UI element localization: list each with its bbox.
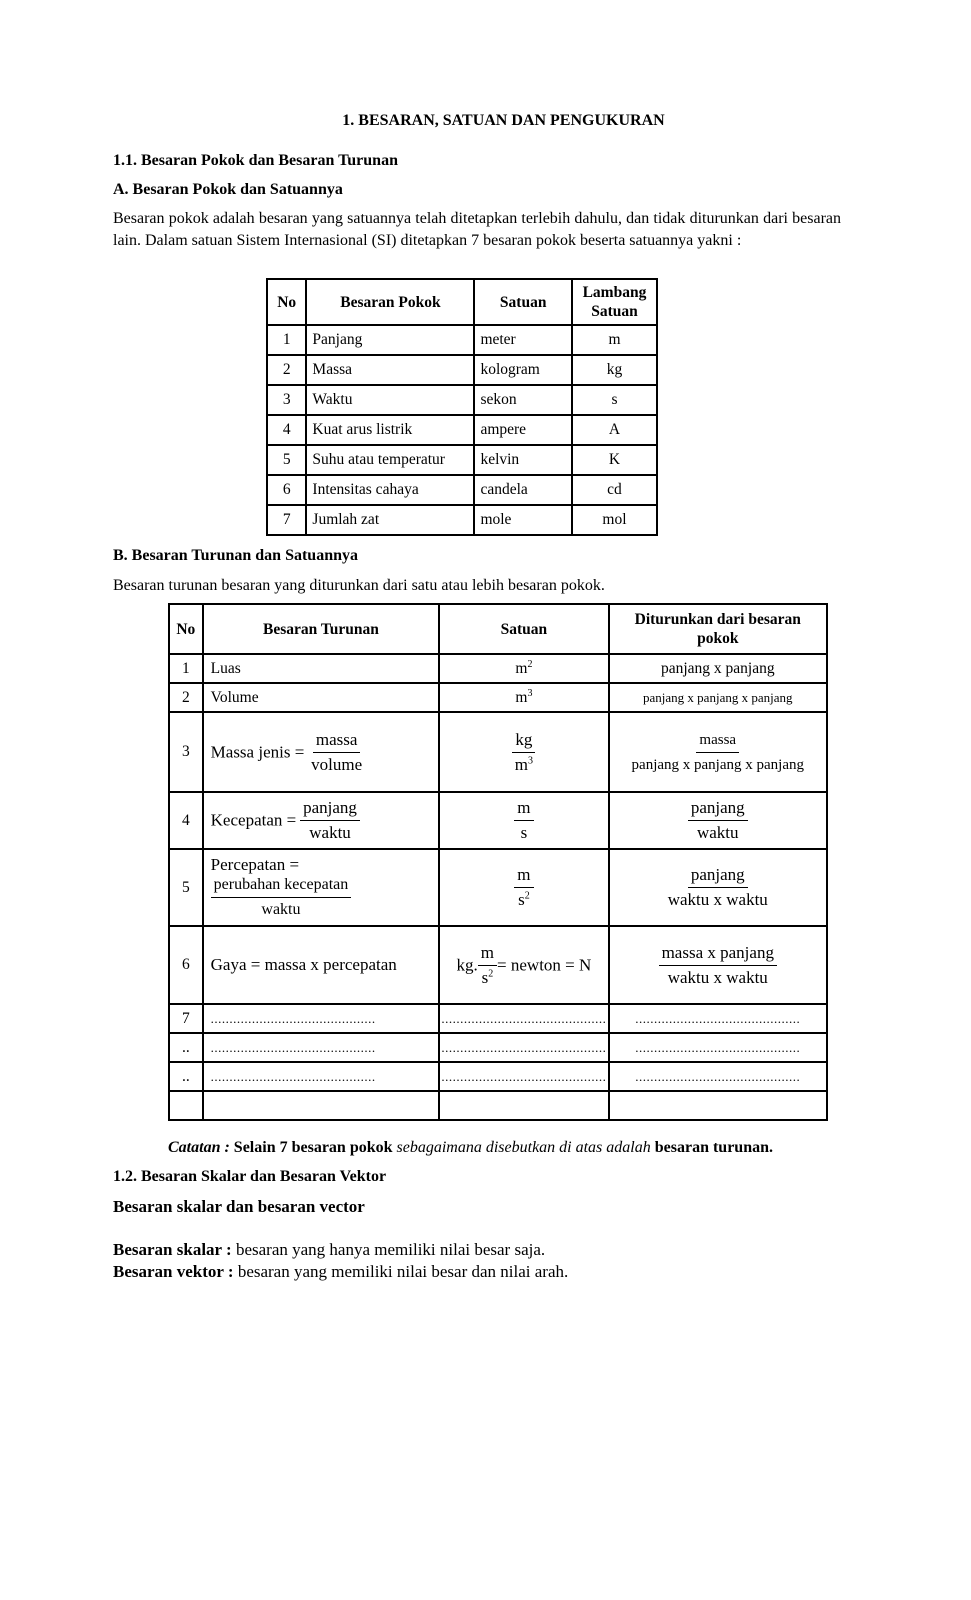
- fraction-numerator: panjang: [688, 865, 748, 888]
- unit-exponent: 2: [488, 967, 494, 979]
- fraction-denominator: [515, 888, 533, 910]
- cell-satuan: [439, 654, 608, 683]
- cell-placeholder-dots: ............................................: [609, 1062, 827, 1091]
- cell-diturunkan: panjang x panjang x panjang: [609, 683, 827, 712]
- note-bold-1: Selain 7 besaran pokok: [229, 1139, 393, 1156]
- cell-no: 2: [169, 683, 203, 712]
- fraction-denominator: waktu x waktu: [667, 890, 768, 909]
- cell-placeholder-dots: ............................................: [203, 1004, 440, 1033]
- header-no: No: [169, 604, 203, 654]
- cell-lambang: m: [572, 325, 657, 355]
- paragraph-besaran-pokok: Besaran pokok adalah besaran yang satuannya telah ditetapkan terlebih dahulu, dan tidak diturunkan dari besaran lain. Dalam satuan Sistem Internasional (SI) ditetapkan 7 besaran pokok beserta satuannya yakni :: [113, 210, 841, 249]
- cell-satuan: sekon: [474, 385, 572, 415]
- table-header-row: [267, 279, 657, 325]
- cell-no: ..: [169, 1033, 203, 1062]
- vektor-text: besaran yang memiliki nilai besar dan nilai arah.: [233, 1262, 569, 1281]
- heading-skalar-vektor: Besaran skalar dan besaran vector: [113, 1197, 365, 1216]
- cell-satuan: candela: [474, 475, 572, 505]
- fraction-denominator: volume: [311, 754, 363, 774]
- fraction-denominator: waktu: [696, 823, 739, 842]
- cell-besaran: [203, 792, 440, 849]
- cell-satuan: mole: [474, 505, 572, 535]
- chapter-title: 1. BESARAN, SATUAN DAN PENGUKURAN: [342, 112, 665, 129]
- skalar-text: besaran yang hanya memiliki nilai besar saja.: [231, 1240, 546, 1259]
- note-lead: Catatan :: [168, 1139, 230, 1156]
- cell-satuan: [439, 792, 608, 849]
- cell-placeholder-dots: ............................................: [439, 1062, 608, 1091]
- skalar-label: Besaran skalar :: [113, 1240, 232, 1259]
- cell-placeholder-dots: ............................................: [203, 1033, 440, 1062]
- unit-fraction: [514, 865, 533, 910]
- fraction-denominator: [479, 966, 497, 988]
- table-row: [267, 355, 657, 385]
- fraction-numerator: m: [514, 798, 533, 821]
- cell-no: 7: [267, 505, 306, 535]
- cell-diturunkan: [609, 792, 827, 849]
- cell-satuan: kelvin: [474, 445, 572, 475]
- cell-satuan: kologram: [474, 355, 572, 385]
- section-heading-a: A. Besaran Pokok dan Satuannya: [113, 181, 343, 198]
- fraction-numerator: perubahan kecepatan: [211, 875, 352, 898]
- formula-fraction: [308, 730, 365, 775]
- table-row: [267, 505, 657, 535]
- fraction-numerator: massa: [696, 730, 739, 753]
- derived-fraction: [688, 798, 748, 843]
- unit-suffix: = newton = N: [497, 955, 592, 974]
- table-row: [169, 654, 827, 683]
- cell-placeholder-dots: ............................................: [609, 1033, 827, 1062]
- cell-no: 6: [169, 926, 203, 1004]
- header-satuan: Satuan: [474, 279, 572, 325]
- unit-exponent: 3: [527, 687, 533, 699]
- cell-besaran: Jumlah zat: [306, 505, 474, 535]
- cell-lambang: cd: [572, 475, 657, 505]
- cell-besaran: Intensitas cahaya: [306, 475, 474, 505]
- cell-no: 4: [169, 792, 203, 849]
- derived-fraction: [659, 943, 777, 988]
- table-row-empty: [169, 1091, 827, 1120]
- cell-empty: [169, 1091, 203, 1120]
- fraction-numerator: massa: [313, 730, 361, 753]
- cell-besaran: Waktu: [306, 385, 474, 415]
- cell-no: 1: [267, 325, 306, 355]
- cell-satuan: [439, 849, 608, 926]
- fraction-denominator: s: [520, 823, 528, 842]
- cell-placeholder-dots: ............................................: [609, 1004, 827, 1033]
- cell-diturunkan: panjang x panjang: [609, 654, 827, 683]
- cell-lambang: A: [572, 415, 657, 445]
- cell-empty: [609, 1091, 827, 1120]
- table-row: [169, 1004, 827, 1033]
- header-no: No: [267, 279, 306, 325]
- cell-no: 7: [169, 1004, 203, 1033]
- cell-lambang: K: [572, 445, 657, 475]
- table-besaran-turunan: [168, 603, 828, 1121]
- unit-prefix: kg.: [456, 955, 478, 974]
- cell-no: 3: [267, 385, 306, 415]
- note-bold-2: besaran turunan.: [650, 1139, 773, 1156]
- fraction-numerator: massa x panjang: [659, 943, 777, 966]
- cell-no: ..: [169, 1062, 203, 1091]
- cell-besaran: Panjang: [306, 325, 474, 355]
- header-satuan: Satuan: [439, 604, 608, 654]
- formula-label: Kecepatan =: [210, 810, 297, 830]
- table-row: [267, 445, 657, 475]
- cell-satuan: [439, 926, 608, 1004]
- table-row: [169, 683, 827, 712]
- unit-exponent: 2: [527, 658, 533, 670]
- table-row: [169, 792, 827, 849]
- section-heading-b: B. Besaran Turunan dan Satuannya: [113, 547, 358, 564]
- definition-vektor: [113, 1262, 568, 1282]
- cell-satuan: meter: [474, 325, 572, 355]
- definition-skalar: [113, 1240, 545, 1260]
- fraction-numerator: panjang: [300, 798, 360, 821]
- table-row: [267, 415, 657, 445]
- table-row: [169, 926, 827, 1004]
- table-row: [267, 385, 657, 415]
- cell-no: 4: [267, 415, 306, 445]
- derived-fraction: [665, 865, 771, 910]
- fraction-numerator: m: [478, 943, 497, 966]
- formula-label: Massa jenis =: [210, 742, 305, 761]
- fraction-denominator: waktu: [309, 823, 351, 842]
- fraction-numerator: kg: [512, 730, 535, 753]
- cell-besaran: Volume: [203, 683, 440, 712]
- cell-no: 6: [267, 475, 306, 505]
- note-italic: sebagaimana disebutkan di atas adalah: [392, 1139, 651, 1156]
- cell-placeholder-dots: ............................................: [439, 1033, 608, 1062]
- cell-satuan: [439, 712, 608, 792]
- derived-fraction: [629, 730, 807, 775]
- cell-besaran: Luas: [203, 654, 440, 683]
- unit-base: s: [518, 890, 525, 909]
- unit-fraction: [514, 798, 533, 843]
- cell-besaran: Suhu atau temperatur: [306, 445, 474, 475]
- cell-satuan: [439, 683, 608, 712]
- unit-fraction: [478, 943, 497, 988]
- table-besaran-pokok: [266, 278, 658, 536]
- formula-fraction: [300, 798, 360, 843]
- vektor-label: Besaran vektor :: [113, 1262, 234, 1281]
- cell-no: 5: [169, 849, 203, 926]
- cell-lambang: mol: [572, 505, 657, 535]
- table-row: [267, 325, 657, 355]
- unit-exponent: 2: [524, 890, 530, 902]
- cell-besaran: Kuat arus listrik: [306, 415, 474, 445]
- cell-besaran: Massa: [306, 355, 474, 385]
- cell-diturunkan: [609, 849, 827, 926]
- cell-no: 3: [169, 712, 203, 792]
- fraction-denominator: panjang x panjang x panjang: [631, 756, 804, 773]
- unit-base: s: [481, 967, 489, 987]
- cell-no: 5: [267, 445, 306, 475]
- header-diturunkan: Diturunkan dari besaran pokok: [609, 604, 827, 654]
- unit-base: m: [514, 754, 529, 774]
- section-heading-1-1: 1.1. Besaran Pokok dan Besaran Turunan: [113, 152, 398, 169]
- formula-label: Percepatan =: [210, 855, 300, 874]
- cell-besaran: Gaya = massa x percepatan: [203, 926, 440, 1004]
- cell-no: 1: [169, 654, 203, 683]
- unit-base: m: [515, 659, 528, 677]
- unit-exponent: 3: [528, 754, 534, 766]
- cell-besaran: [203, 849, 440, 926]
- table-row: [169, 1062, 827, 1091]
- cell-satuan: ampere: [474, 415, 572, 445]
- cell-empty: [439, 1091, 608, 1120]
- cell-diturunkan: [609, 926, 827, 1004]
- cell-no: 2: [267, 355, 306, 385]
- unit-base: m: [515, 688, 528, 706]
- fraction-denominator: [512, 753, 536, 775]
- cell-placeholder-dots: ............................................: [203, 1062, 440, 1091]
- cell-placeholder-dots: ............................................: [439, 1004, 608, 1033]
- header-lambang-satuan: Lambang Satuan: [572, 279, 657, 325]
- cell-lambang: kg: [572, 355, 657, 385]
- section-heading-1-2: 1.2. Besaran Skalar dan Besaran Vektor: [113, 1168, 387, 1185]
- note-catatan: [168, 1139, 773, 1157]
- paragraph-besaran-turunan: Besaran turunan besaran yang diturunkan dari satu atau lebih besaran pokok.: [113, 577, 605, 594]
- table-row: [169, 1033, 827, 1062]
- header-besaran-pokok: Besaran Pokok: [306, 279, 474, 325]
- fraction-denominator: waktu x waktu: [667, 967, 768, 987]
- cell-besaran: [203, 712, 440, 792]
- table-row: [169, 849, 827, 926]
- cell-empty: [203, 1091, 440, 1120]
- fraction-numerator: panjang: [688, 798, 748, 821]
- cell-diturunkan: [609, 712, 827, 792]
- table-row: [267, 475, 657, 505]
- cell-lambang: s: [572, 385, 657, 415]
- table-header-row: [169, 604, 827, 654]
- table-row: [169, 712, 827, 792]
- fraction-numerator: m: [514, 865, 533, 888]
- unit-fraction: [512, 730, 536, 775]
- fraction-denominator: waktu: [261, 901, 301, 918]
- formula-fraction: [211, 875, 352, 920]
- header-besaran-turunan: Besaran Turunan: [203, 604, 440, 654]
